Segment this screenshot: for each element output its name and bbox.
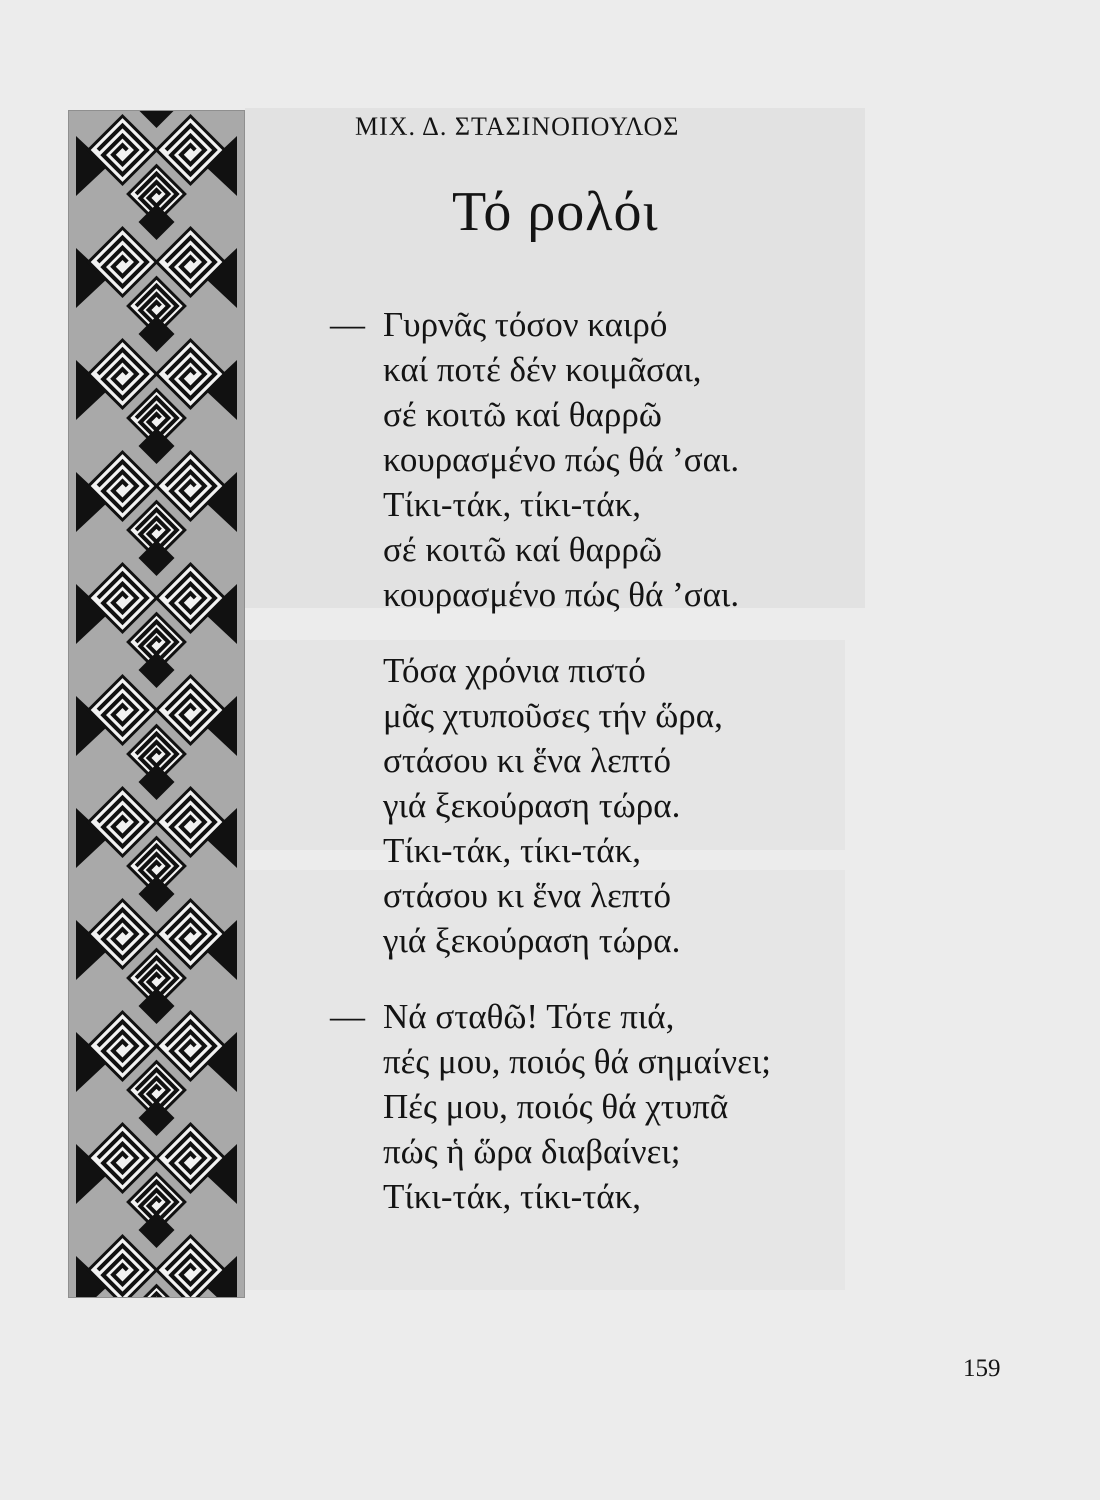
poem-line — [330, 527, 890, 572]
poem-line — [330, 302, 890, 347]
line-text: καί ποτέ δέν κοιμᾶσαι, — [383, 350, 702, 389]
line-text: σέ κοιτῶ καί θαρρῶ — [383, 395, 662, 434]
line-text: κουρασμένο πώς θά ’σαι. — [383, 440, 740, 479]
line-text: Γυρνᾶς τόσον καιρό — [383, 305, 668, 344]
line-text: μᾶς χτυποῦσες τήν ὥρα, — [383, 696, 723, 735]
poem-line — [330, 783, 890, 828]
poem-line — [330, 392, 890, 437]
poem-line — [330, 347, 890, 392]
line-text: γιά ξεκούραση τώρα. — [383, 786, 681, 825]
line-text: γιά ξεκούραση τώρα. — [383, 921, 681, 960]
line-text: Πές μου, ποιός θά χτυπᾶ — [383, 1087, 729, 1126]
line-text: Τίκι-τάκ, τίκι-τάκ, — [383, 831, 642, 870]
line-text: στάσου κι ἕνα λεπτό — [383, 741, 672, 780]
stanza — [330, 648, 890, 963]
poem-line — [330, 828, 890, 873]
poem-line — [330, 918, 890, 963]
author-name: ΜΙΧ. Δ. ΣΤΑΣΙΝΟΠΟΥΛΟΣ — [355, 112, 680, 141]
line-text: πώς ἡ ὥρα διαβαίνει; — [383, 1132, 681, 1171]
line-text: κουρασμένο πώς θά ’σαι. — [383, 575, 740, 614]
poem-line — [330, 1174, 890, 1219]
line-text: Τόσα χρόνια πιστό — [383, 651, 646, 690]
line-text: σέ κοιτῶ καί θαρρῶ — [383, 530, 662, 569]
poem-line — [330, 1084, 890, 1129]
poem-title: Τό ρολόι — [452, 181, 659, 243]
line-text: Νά σταθῶ! Τότε πιά, — [383, 997, 675, 1036]
poem-line — [330, 648, 890, 693]
dialogue-dash: — — [330, 997, 365, 1036]
line-text: Τίκι-τάκ, τίκι-τάκ, — [383, 1177, 642, 1216]
poem-line — [330, 994, 890, 1039]
stanza — [330, 994, 890, 1219]
line-text: στάσου κι ἕνα λεπτό — [383, 876, 672, 915]
greek-key-pattern — [68, 110, 245, 1298]
poem-line — [330, 482, 890, 527]
line-text: πές μου, ποιός θά σημαίνει; — [383, 1042, 771, 1081]
stanza — [330, 302, 890, 617]
poem-line — [330, 1129, 890, 1174]
poem-body — [330, 302, 890, 1250]
poem-line — [330, 437, 890, 482]
poem-line — [330, 873, 890, 918]
poem-line — [330, 1039, 890, 1084]
decorative-border — [68, 110, 245, 1298]
line-text: Τίκι-τάκ, τίκι-τάκ, — [383, 485, 642, 524]
poem-line — [330, 738, 890, 783]
poem-line — [330, 693, 890, 738]
poem-line — [330, 572, 890, 617]
dialogue-dash: — — [330, 305, 365, 344]
page-number: 159 — [963, 1355, 1001, 1382]
